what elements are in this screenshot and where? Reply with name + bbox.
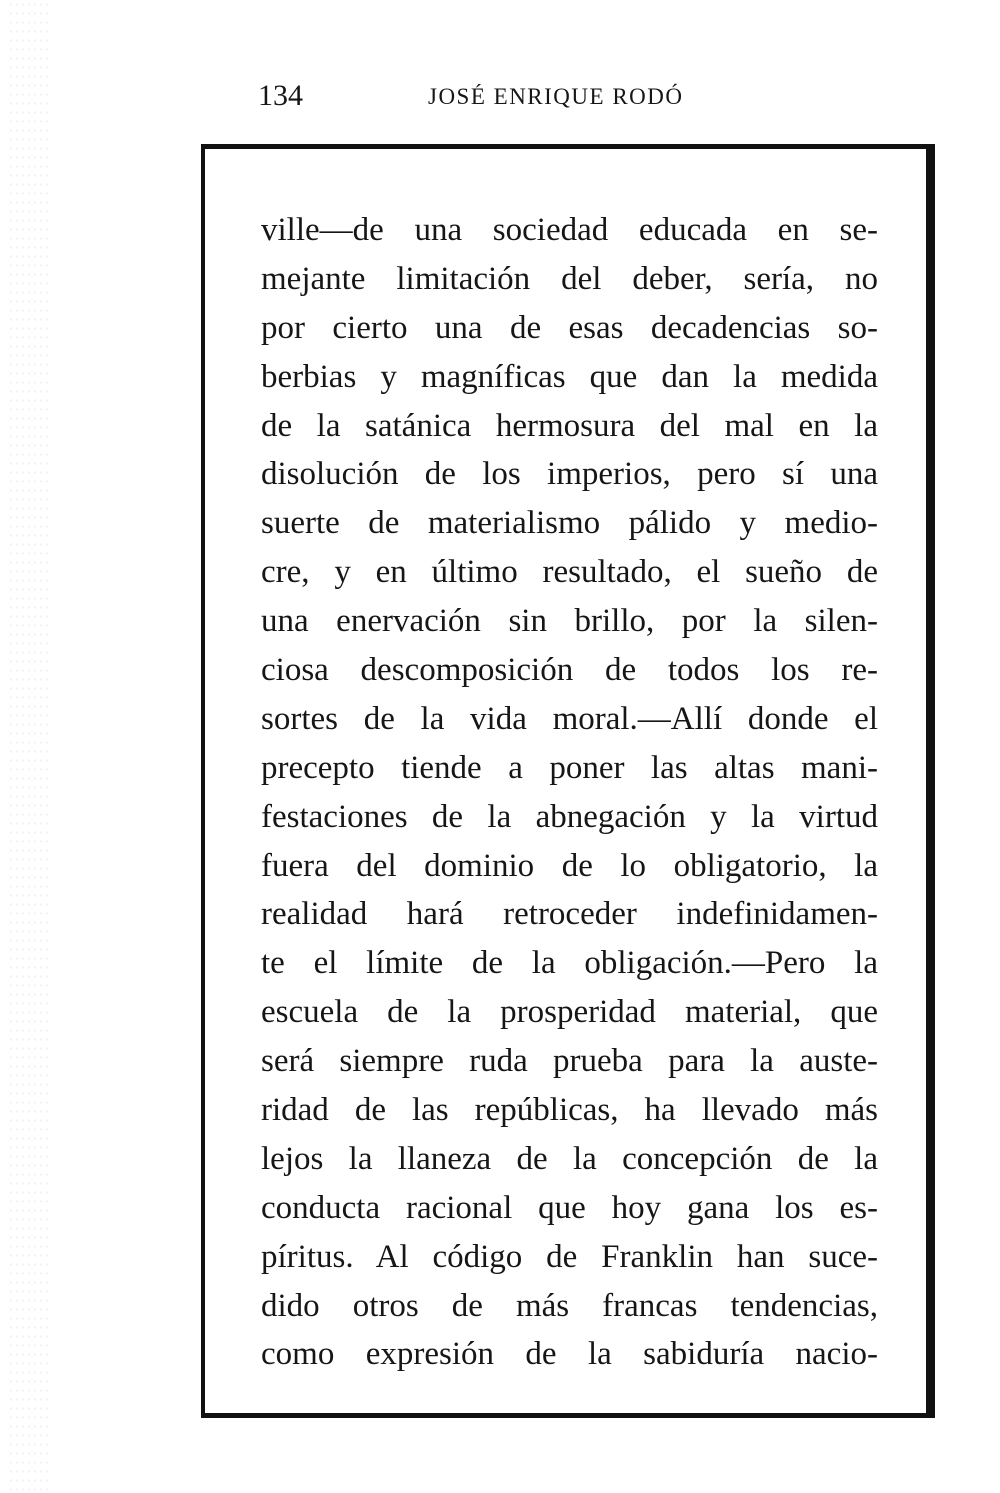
text-line: mejante limitación del deber, sería, no — [261, 260, 878, 297]
text-line: ciosa descomposición de todos los re- — [261, 652, 878, 689]
text-line: festaciones de la abnegación y la virtud — [261, 798, 878, 835]
text-line: te el límite de la obligación.—Pero la — [261, 945, 878, 982]
text-line: suerte de materialismo pálido y medio- — [261, 505, 878, 542]
text-line: dido otros de más francas tendencias, — [261, 1287, 878, 1324]
text-line: precepto tiende a poner las altas mani- — [261, 749, 878, 786]
text-line: fuera del dominio de lo obligatorio, la — [261, 847, 878, 884]
running-head — [258, 76, 718, 116]
text-line: ridad de las repúblicas, ha llevado más — [261, 1092, 878, 1129]
text-line: por cierto una de esas decadencias so- — [261, 309, 878, 346]
running-head-author: JOSÉ ENRIQUE RODÓ — [428, 84, 684, 109]
text-line: conducta racional que hoy gana los es- — [261, 1189, 878, 1226]
body-text — [261, 206, 878, 1379]
text-line: píritus. Al código de Franklin han suce- — [261, 1238, 878, 1275]
text-line: como expresión de la sabiduría nacio- — [261, 1336, 878, 1373]
text-line: lejos la llaneza de la concepción de la — [261, 1140, 878, 1177]
text-line: una enervación sin brillo, por la silen- — [261, 603, 878, 640]
text-line: ville—de una sociedad educada en se- — [261, 212, 878, 248]
text-line: realidad hará retroceder indefinidamen- — [261, 896, 878, 933]
scan-speckle — [8, 0, 48, 1493]
text-line: de la satánica hermosura del mal en la — [261, 407, 878, 444]
page-number: 134 — [258, 79, 303, 112]
text-line: sortes de la vida moral.—Allí donde el — [261, 700, 878, 737]
text-line: disolución de los imperios, pero sí una — [261, 456, 878, 493]
text-line: cre, y en último resultado, el sueño de — [261, 554, 878, 591]
text-line: será siempre ruda prueba para la auste- — [261, 1043, 878, 1080]
text-line: berbias y magníficas que dan la medida — [261, 358, 878, 395]
text-line: escuela de la prosperidad material, que — [261, 994, 878, 1031]
